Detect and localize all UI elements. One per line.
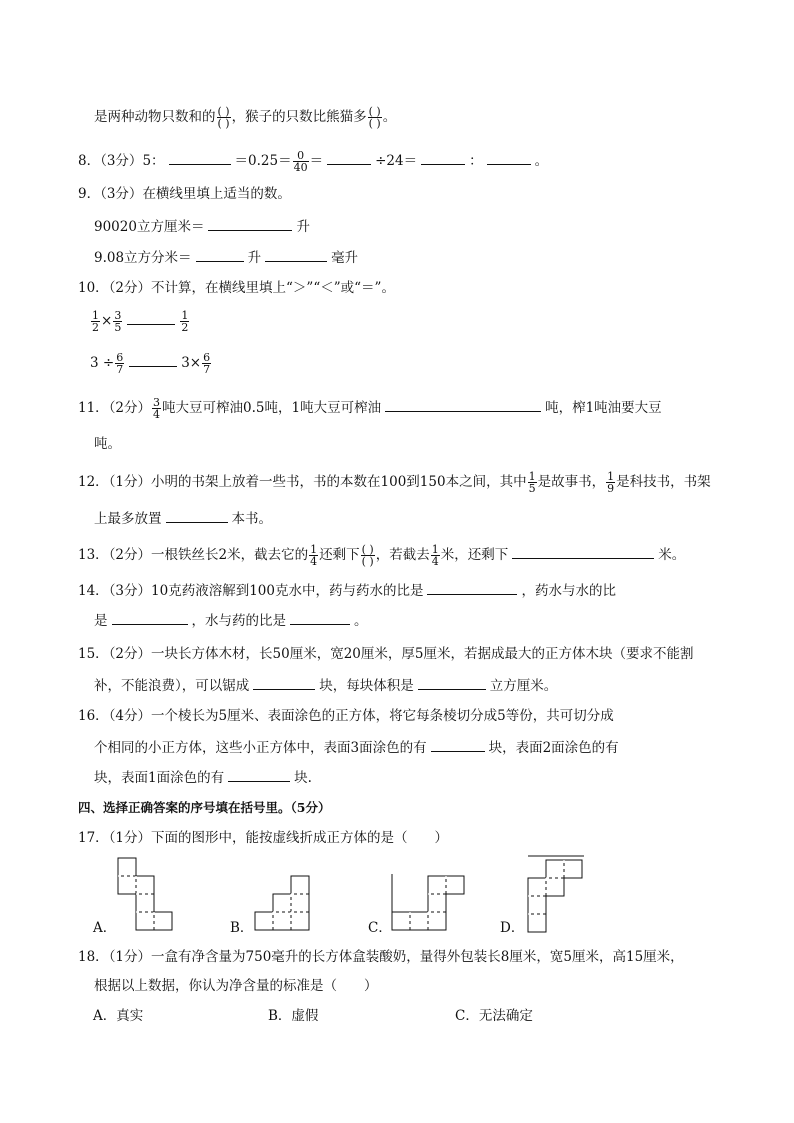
fraction-blank: $\frac{( )}{( )}$	[368, 105, 381, 130]
question-9: 9．（3分）在横线里填上适当的数。	[78, 186, 291, 202]
q7-continuation: 是两种动物只数和的 $\frac{( )}{( )}$ ，猴子的只数比熊猫多 $\frac{( )}{( )}$ 。	[94, 105, 397, 130]
answer-blank[interactable]	[169, 150, 231, 165]
answer-blank[interactable]	[208, 216, 292, 231]
fraction: $\frac{0}{40}$	[293, 149, 308, 174]
question-11: 11．（2分） $\frac{3}{4}$ 吨大豆可榨油0.5吨，1吨大豆可榨油 吨，榨1吨油要大豆	[78, 396, 662, 421]
answer-blank[interactable]	[327, 150, 371, 165]
compare-blank[interactable]	[127, 310, 175, 325]
answer-blank[interactable]	[290, 610, 350, 625]
question-14-cont: 是 ，水与药的比是 。	[94, 610, 368, 631]
option-b[interactable]: B．	[230, 920, 254, 936]
answer-blank[interactable]	[265, 247, 327, 262]
question-18: 18．（1分）一盒有净含量为750毫升的长方体盒装酸奶，量得外包装长8厘米，宽5厘米，高15厘米，	[78, 949, 684, 965]
question-10-b: 3 ÷ $\frac{6}{7}$ 3× $\frac{6}{7}$	[90, 351, 211, 376]
question-16: 16．（4分）一个棱长为5厘米、表面涂色的正方体，将它每条棱切分成5等份，共可切分成	[78, 708, 614, 724]
compare-blank[interactable]	[129, 352, 177, 367]
section-title: 四、选择正确答案的序号填在括号里。（5分）	[78, 800, 331, 815]
question-17: 17．（1分）下面的图形中，能按虚线折成正方体的是（ ）	[78, 830, 449, 846]
question-15: 15．（2分）一块长方体木材，长50厘米，宽20厘米，厚5厘米，若据成最大的正方体木块（要求不能割	[78, 646, 694, 662]
option-c[interactable]: C．	[368, 920, 392, 936]
answer-blank[interactable]	[385, 397, 541, 412]
answer-blank[interactable]	[166, 508, 228, 523]
answer-blank[interactable]	[112, 610, 188, 625]
question-12-cont: 上最多放置 本书。	[94, 508, 272, 529]
answer-blank[interactable]	[418, 675, 486, 690]
question-9-line-2: 9.08立方分米＝ 升 毫升	[94, 247, 358, 268]
option-c[interactable]: C．无法确定	[455, 1008, 533, 1024]
fraction-blank: $\frac{( )}{( )}$	[217, 105, 230, 130]
question-15-cont: 补，不能浪费），可以锯成 块，每块体积是 立方厘米。	[94, 675, 557, 696]
answer-blank[interactable]	[196, 247, 244, 262]
question-9-line-1: 90020立方厘米＝ 升	[94, 216, 310, 237]
question-14: 14．（3分）10克药液溶解到100克水中，药与药水的比是 ，药水与水的比	[78, 580, 616, 601]
option-b[interactable]: B．虚假	[268, 1008, 319, 1024]
question-10: 10．（2分）不计算，在横线里填上“＞”“＜”或“＝”。	[78, 280, 395, 296]
answer-blank[interactable]	[431, 737, 485, 752]
net-figure-c	[392, 876, 472, 934]
option-d[interactable]: D．	[500, 920, 525, 936]
answer-blank[interactable]	[487, 150, 531, 165]
question-16-cont-2: 块，表面1面涂色的有 块.	[94, 767, 312, 788]
net-figure-a	[118, 858, 178, 934]
answer-blank[interactable]	[421, 150, 465, 165]
question-16-cont-1: 个相同的小正方体，这些小正方体中，表面3面涂色的有 块，表面2面涂色的有	[94, 737, 619, 758]
answer-blank[interactable]	[253, 675, 315, 690]
answer-blank[interactable]	[228, 767, 290, 782]
answer-blank[interactable]	[512, 544, 654, 559]
question-13: 13．（2分）一根铁丝长2米，截去它的 $\frac{1}{4}$ 还剩下 $\frac{( )}{( )}$ ，若截去 $\frac{1}{4}$ 米，还剩下 米。	[78, 543, 686, 568]
option-a[interactable]: A．	[93, 920, 117, 936]
option-a[interactable]: A．真实	[93, 1008, 144, 1024]
net-figure-b	[255, 876, 315, 934]
question-12: 12．（1分）小明的书架上放着一些书，书的本数在100到150本之间，其中 $\frac{1}{5}$ 是故事书， $\frac{1}{9}$ 是科技书，书架	[78, 470, 711, 495]
net-figure-d	[528, 856, 592, 934]
question-11-cont: 吨。	[94, 436, 121, 452]
answer-blank[interactable]	[427, 580, 517, 595]
question-18-cont: 根据以上数据，你认为净含量的标准是（ ）	[94, 978, 378, 994]
question-8: 8．（3分）5： ＝0.25＝ $\frac{0}{40}$ ＝ ÷24＝ ： 。	[78, 149, 549, 174]
question-10-a: $\frac{1}{2}$ × $\frac{3}{5}$ $\frac{1}{2}$	[92, 309, 189, 334]
